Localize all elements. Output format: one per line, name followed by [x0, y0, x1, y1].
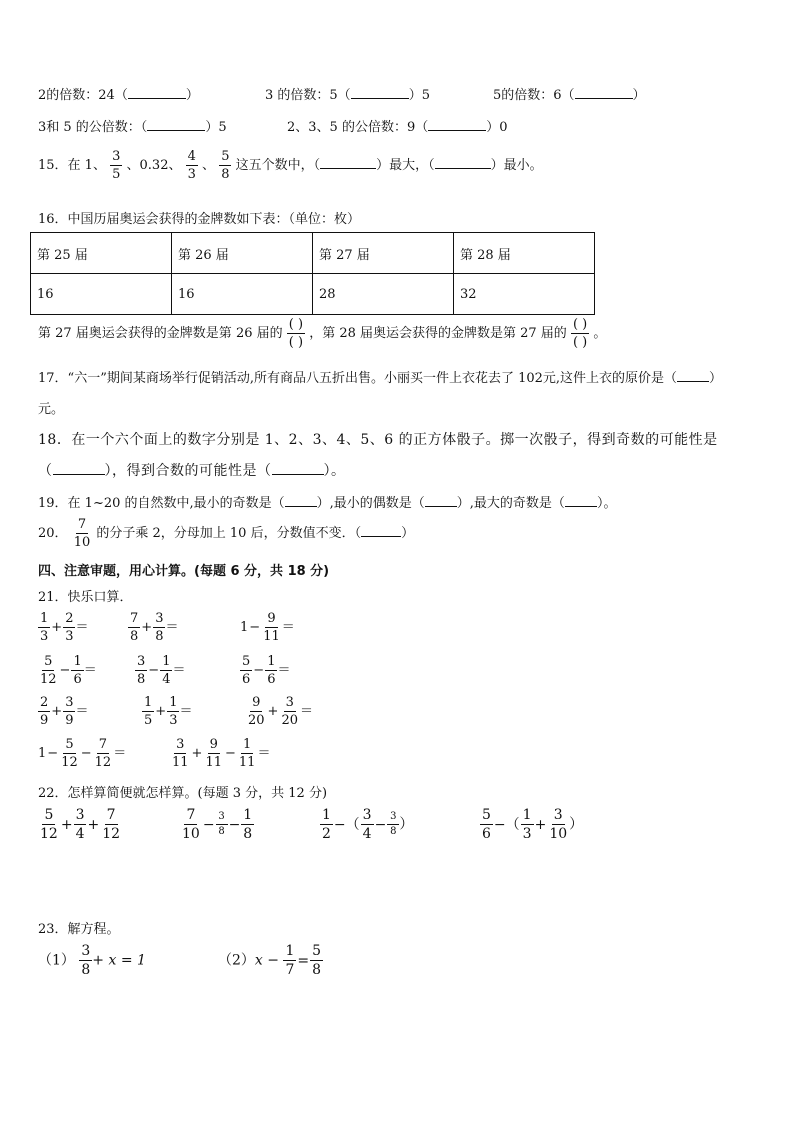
fraction — [180, 808, 202, 841]
numerator: 3 — [553, 807, 563, 823]
text: ） — [632, 88, 646, 103]
denominator: 6 — [482, 826, 491, 842]
fraction — [38, 655, 59, 686]
operator: −（ — [493, 816, 520, 833]
numerator: 7 — [77, 517, 87, 532]
text: ＝ — [83, 663, 97, 678]
text: ＝ — [277, 663, 291, 678]
section-heading: 四、注意审题，用心计算。(每题 6 分，共 18 分) — [38, 564, 330, 579]
text: 1 — [240, 620, 249, 635]
operator: − — [253, 663, 265, 678]
fraction — [135, 655, 147, 686]
operator: − — [47, 746, 59, 761]
q15 — [38, 150, 543, 181]
answer-blank[interactable] — [147, 119, 205, 131]
denominator: 12 — [61, 755, 78, 770]
numerator: 1 — [73, 654, 82, 669]
answer-blank[interactable] — [320, 157, 376, 169]
fraction — [480, 808, 493, 841]
denominator: 8 — [312, 962, 322, 978]
text: ）5 — [408, 88, 430, 103]
numerator: 3 — [285, 695, 294, 710]
fraction — [63, 696, 75, 727]
numerator: 1 — [162, 654, 171, 669]
answer-blank[interactable] — [435, 157, 491, 169]
denominator: 8 — [130, 629, 139, 644]
fraction — [170, 738, 191, 769]
operator: + — [191, 746, 203, 761]
text: ）5 — [205, 120, 227, 135]
denominator: 4 — [75, 826, 85, 842]
text: ＝ — [172, 663, 186, 678]
q21-item — [170, 738, 270, 769]
denominator: 3 — [522, 826, 532, 842]
table-header-cell: 第 25 届 — [31, 233, 172, 274]
text: ）最大，（ — [376, 158, 435, 173]
numerator: 1 — [243, 807, 253, 823]
fraction — [167, 696, 179, 727]
answer-blank[interactable] — [128, 87, 186, 99]
text: x − — [254, 952, 279, 969]
q23-title: 23．解方程。 — [38, 922, 120, 937]
fraction — [71, 655, 83, 686]
answer-blank[interactable] — [53, 463, 105, 475]
denominator: 8 — [81, 962, 91, 978]
denominator: 20 — [281, 713, 298, 728]
q21-title: 21．快乐口算． — [38, 590, 133, 605]
text: 2的倍数：24（ — [38, 88, 128, 103]
fraction — [203, 738, 224, 769]
fraction — [59, 738, 80, 769]
numerator: 3 — [176, 737, 185, 752]
numerator: 3 — [81, 943, 91, 959]
text: 2、3、5 的公倍数：9（ — [287, 120, 429, 135]
q21-item — [38, 612, 88, 643]
fraction — [128, 612, 140, 643]
fraction — [241, 808, 254, 841]
operator: −（ — [333, 816, 360, 833]
fraction — [387, 812, 399, 837]
numerator: 3 — [362, 807, 372, 823]
text: （1） — [38, 952, 75, 969]
q21-item — [142, 696, 192, 727]
table-header-cell: 第 27 届 — [313, 233, 454, 274]
text: ） — [401, 526, 415, 541]
fraction — [186, 150, 198, 181]
text: ）。 — [596, 496, 617, 511]
numerator: 4 — [187, 149, 196, 164]
text: ＝ — [75, 620, 89, 635]
medal-table — [30, 232, 595, 315]
fraction — [521, 808, 534, 841]
denominator: 6 — [242, 672, 251, 687]
numerator: 5 — [44, 654, 53, 669]
q23-equation-1 — [38, 944, 146, 977]
numerator: 5 — [44, 807, 54, 823]
q16-question — [38, 318, 606, 349]
fraction — [547, 808, 569, 841]
operator: − — [249, 620, 261, 635]
answer-blank[interactable] — [285, 495, 317, 507]
fraction — [261, 612, 282, 643]
numerator: ( ) — [572, 317, 588, 332]
denominator: 8 — [137, 672, 146, 687]
numerator: 3 — [387, 812, 399, 825]
numerator: 1 — [243, 737, 252, 752]
answer-blank[interactable] — [351, 87, 409, 99]
numerator: 5 — [482, 807, 491, 823]
denominator: 5 — [112, 167, 121, 182]
numerator: 9 — [267, 611, 276, 626]
text: ＝ — [179, 704, 193, 719]
fraction — [153, 612, 165, 643]
text: （ — [38, 463, 53, 479]
q22-expression — [38, 808, 122, 841]
denominator: 6 — [267, 672, 276, 687]
denominator: 10 — [549, 826, 568, 842]
numerator: 3 — [75, 807, 85, 823]
text: ） — [185, 88, 199, 103]
table-header-cell: 第 26 届 — [172, 233, 313, 274]
numerator: 9 — [209, 737, 218, 752]
fraction — [216, 812, 228, 837]
q23-equation-2 — [218, 944, 323, 977]
denominator: 12 — [40, 672, 57, 687]
numerator: 5 — [65, 737, 74, 752]
denominator: 3 — [40, 629, 49, 644]
q14-row1-b — [265, 84, 430, 103]
text: ＝ — [300, 704, 314, 719]
q17-line2: 元。 — [38, 402, 65, 417]
text: ＝ — [75, 704, 89, 719]
numerator: 7 — [130, 611, 139, 626]
text: ） — [709, 371, 723, 386]
answer-blank[interactable] — [575, 87, 633, 99]
q19 — [38, 492, 616, 511]
text: ）,最大的奇数是（ — [456, 496, 565, 511]
numerator: 5 — [312, 943, 322, 959]
text: 这五个数中，（ — [235, 158, 321, 173]
text: 、0.32、 — [126, 158, 182, 173]
table-row — [31, 274, 595, 315]
operator: − — [80, 746, 92, 761]
denominator: 7 — [285, 962, 295, 978]
text: 1 — [38, 746, 47, 761]
fraction — [38, 808, 60, 841]
q21-item — [246, 696, 313, 727]
q22-title: 22．怎样算简便就怎样算。(每题 3 分，共 12 分) — [38, 786, 328, 801]
text: ）最小。 — [490, 158, 543, 173]
numerator: 2 — [40, 695, 49, 710]
answer-blank[interactable] — [272, 463, 324, 475]
operator: + — [87, 816, 100, 833]
fraction — [38, 696, 50, 727]
table-cell: 16 — [172, 274, 313, 315]
numerator: 5 — [242, 654, 251, 669]
answer-blank[interactable] — [428, 119, 486, 131]
numerator: 9 — [252, 695, 261, 710]
q14-row2-a — [38, 116, 227, 135]
numerator: 1 — [285, 943, 295, 959]
answer-fraction[interactable] — [287, 318, 305, 349]
fraction — [72, 518, 93, 549]
table-header-cell: 第 28 届 — [454, 233, 595, 274]
q21-item — [38, 696, 88, 727]
fraction — [279, 696, 300, 727]
operator: + — [155, 704, 167, 719]
denominator: 11 — [172, 755, 189, 770]
numerator: 7 — [98, 737, 108, 752]
text: 的分子乘 2，分母加上 10 后，分数值不变．（ — [96, 526, 362, 541]
numerator: 1 — [169, 695, 178, 710]
numerator: 3 — [65, 695, 74, 710]
table-cell: 32 — [454, 274, 595, 315]
text: 19．在 1~20 的自然数中,最小的奇数是（ — [38, 496, 285, 511]
denominator: 8 — [218, 826, 225, 837]
numerator: 3 — [137, 654, 146, 669]
q14-row2-b — [287, 116, 508, 135]
table-cell: 28 — [313, 274, 454, 315]
numerator: 1 — [144, 695, 153, 710]
fraction — [320, 808, 333, 841]
text: 、 — [202, 158, 216, 173]
text: 第 27 届奥运会获得的金牌数是第 26 届的 — [38, 326, 283, 341]
denominator: 8 — [155, 629, 164, 644]
numerator: 1 — [322, 807, 331, 823]
table-cell: 16 — [31, 274, 172, 315]
operator: + — [51, 620, 63, 635]
text: ）,最小的偶数是（ — [316, 496, 425, 511]
text: 3和 5 的公倍数：（ — [38, 120, 148, 135]
answer-fraction[interactable] — [571, 318, 589, 349]
denominator: 8 — [390, 826, 397, 837]
fraction — [246, 696, 267, 727]
fraction — [361, 808, 374, 841]
denominator: 11 — [263, 629, 280, 644]
q21-item — [128, 612, 178, 643]
denominator: 9 — [40, 713, 49, 728]
fraction — [142, 696, 154, 727]
numerator: 5 — [221, 149, 230, 164]
numerator: 1 — [522, 807, 532, 823]
text: ＝ — [281, 620, 295, 635]
denominator: 12 — [40, 826, 58, 842]
operator: − — [202, 816, 215, 833]
text: ＝ — [113, 746, 127, 761]
q18-line1: 18．在一个六个面上的数字分别是 1、2、3、4、5、6 的正方体骰子。掷一次骰子，得到奇数的可能性是 — [38, 432, 718, 448]
text: ＝ — [165, 620, 179, 635]
text: ，第 28 届奥运会获得的金牌数是第 27 届的 — [309, 326, 567, 341]
denominator: ( ) — [572, 335, 588, 350]
fraction — [63, 612, 75, 643]
text: ） — [569, 816, 584, 833]
q20 — [38, 518, 414, 549]
q14-row1-c — [493, 84, 646, 103]
denominator: 6 — [73, 672, 82, 687]
denominator: 9 — [65, 713, 74, 728]
fraction — [283, 944, 296, 977]
text: ）。 — [323, 463, 346, 479]
q21-item — [240, 612, 295, 643]
fraction — [38, 612, 50, 643]
text: ），得到合数的可能性是（ — [104, 463, 272, 479]
operator: − — [225, 746, 236, 761]
denominator: 11 — [205, 755, 222, 770]
answer-blank[interactable] — [677, 370, 709, 382]
denominator: ( ) — [288, 335, 304, 350]
denominator: 10 — [182, 826, 200, 842]
text: 5的倍数：6（ — [493, 88, 575, 103]
denominator: 12 — [102, 826, 121, 842]
text: 17．“六一”期间某商场举行促销活动,所有商品八五折出售。小丽买一件上衣花去了 102元,这件上衣的原价是（ — [38, 371, 678, 386]
fraction — [100, 808, 122, 841]
text: ）0 — [486, 120, 508, 135]
numerator: 1 — [40, 611, 49, 626]
answer-blank[interactable] — [425, 495, 457, 507]
fraction — [240, 655, 252, 686]
answer-blank[interactable] — [361, 525, 401, 537]
q22-expression — [180, 808, 254, 841]
operator: − — [59, 663, 71, 678]
operator: + — [534, 816, 547, 833]
text: （2） — [218, 952, 255, 969]
q21-item — [240, 655, 290, 686]
operator: + — [267, 704, 279, 719]
text: 15．在 1、 — [38, 158, 106, 173]
answer-blank[interactable] — [565, 495, 597, 507]
denominator: 11 — [238, 755, 256, 770]
text: + x = 1 — [92, 952, 146, 969]
operator: − — [228, 816, 241, 833]
numerator: 1 — [267, 654, 276, 669]
denominator: 4 — [162, 672, 171, 687]
text: ＝ — [257, 746, 271, 761]
denominator: 12 — [94, 755, 112, 770]
denominator: 2 — [322, 826, 331, 842]
q21-item — [38, 655, 97, 686]
q22-expression — [480, 808, 583, 841]
fraction — [79, 944, 92, 977]
q18-line2 — [38, 460, 346, 480]
fraction — [93, 738, 114, 769]
q17-line1 — [38, 367, 722, 386]
fraction — [160, 655, 172, 686]
denominator: 4 — [362, 826, 372, 842]
numerator: 7 — [186, 807, 196, 823]
text: 20． — [38, 526, 68, 541]
operator: + — [141, 620, 153, 635]
numerator: 3 — [155, 611, 164, 626]
operator: − — [374, 816, 387, 833]
denominator: 5 — [144, 713, 153, 728]
fraction — [310, 944, 323, 977]
operator: − — [148, 663, 160, 678]
q16-title: 16．中国历届奥运会获得的金牌数如下表：（单位：枚） — [38, 212, 361, 227]
q21-item — [38, 738, 126, 769]
q21-item — [135, 655, 185, 686]
denominator: 8 — [243, 826, 253, 842]
numerator: 2 — [65, 611, 74, 626]
table-row — [31, 233, 595, 274]
denominator: 3 — [65, 629, 74, 644]
text: ） — [399, 816, 414, 833]
fraction — [237, 738, 258, 769]
fraction — [219, 150, 231, 181]
numerator: 7 — [106, 807, 116, 823]
denominator: 8 — [221, 167, 230, 182]
denominator: 20 — [248, 713, 265, 728]
q14-row1 — [38, 84, 199, 103]
numerator: ( ) — [288, 317, 304, 332]
numerator: 3 — [112, 149, 121, 164]
text: 3 的倍数：5（ — [265, 88, 351, 103]
q22-expression — [320, 808, 413, 841]
operator: + — [51, 704, 63, 719]
operator: + — [60, 816, 73, 833]
denominator: 3 — [187, 167, 196, 182]
fraction — [110, 150, 122, 181]
operator: = — [297, 952, 310, 969]
fraction — [74, 808, 87, 841]
numerator: 3 — [216, 812, 228, 825]
fraction — [265, 655, 277, 686]
denominator: 3 — [169, 713, 178, 728]
denominator: 10 — [73, 535, 91, 550]
text: 。 — [593, 326, 607, 341]
